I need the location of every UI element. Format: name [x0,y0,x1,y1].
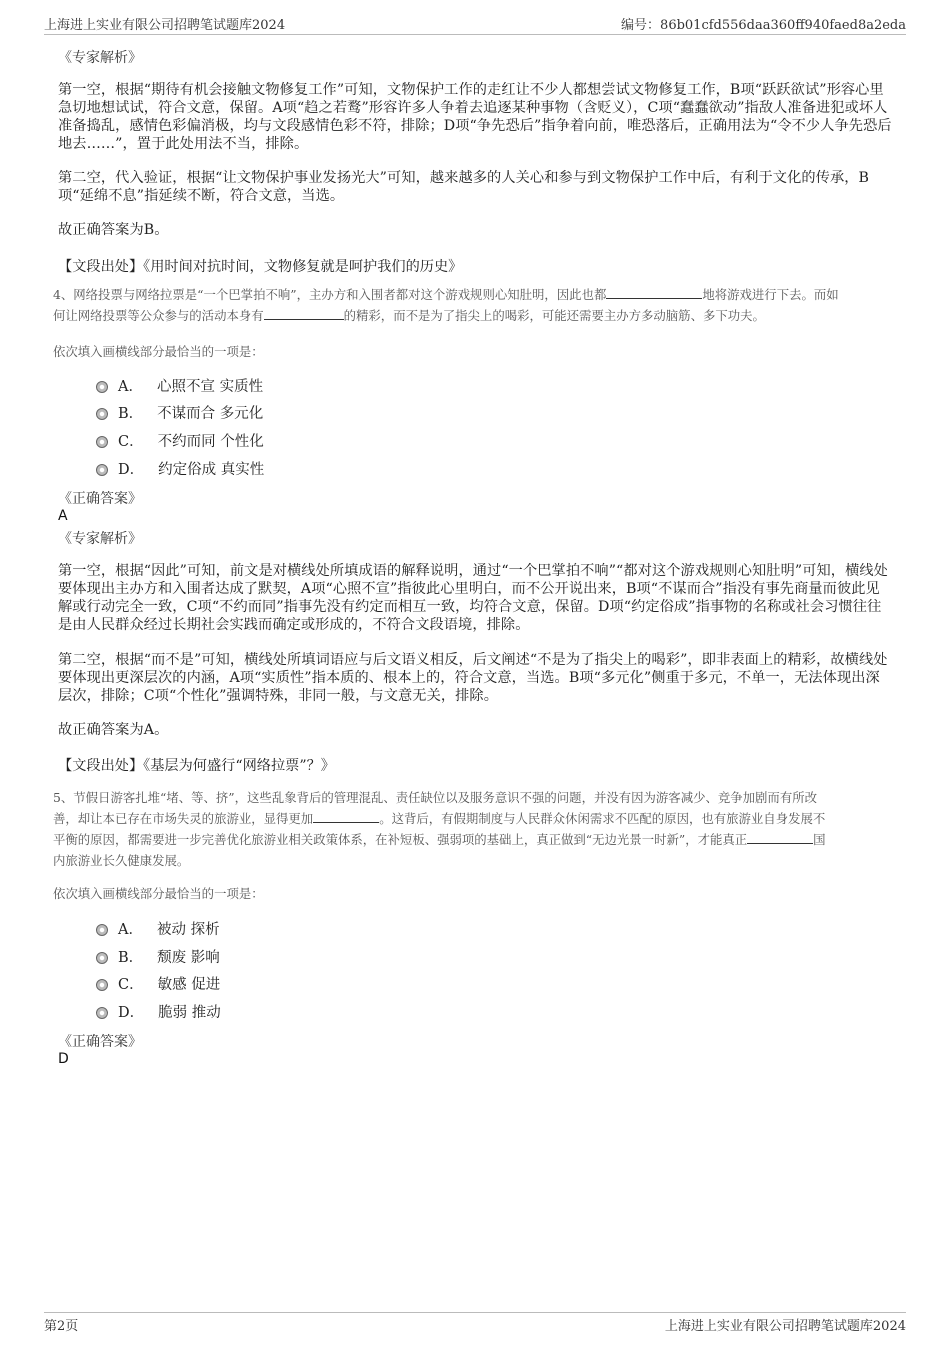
radio-icon[interactable] [96,1007,108,1019]
option-text: 约定俗成 真实性 [158,461,265,478]
option-text: 颓废 影响 [157,949,220,966]
radio-icon[interactable] [96,924,108,936]
option-b[interactable] [96,946,220,966]
question-text-part: 5、节假日游客扎堆“堵、等、挤”，这些乱象背后的管理混乱、责任缺位以及服务意识不强的问题，并没有因为游客减少、竞争加剧而有所改 [53,790,817,805]
radio-icon[interactable] [96,436,108,448]
option-b[interactable] [96,402,263,422]
source-citation: 【文段出处】《基层为何盛行“网络拉票”？》 [58,758,335,774]
option-text: 被动 探析 [156,921,220,938]
option-letter: C． [118,433,144,450]
option-a[interactable] [96,375,263,395]
analysis-conclusion: 故正确答案为A。 [58,722,169,738]
question-text-part: 地将游戏进行下去。而如 [702,287,839,302]
question-instruction: 依次填入画横线部分最恰当的一项是： [53,344,264,359]
answer-value: D [58,1051,69,1067]
analysis-label: 《专家解析》 [58,531,142,547]
option-a[interactable] [96,918,220,938]
option-c[interactable] [96,973,220,993]
question-text-part: 何让网络投票等公众参与的活动本身有 [53,308,264,323]
option-letter: B． [118,405,144,422]
question-text-part: 国 [813,832,826,847]
fill-blank [264,307,344,320]
analysis-label: 《专家解析》 [58,50,142,66]
page-footer [44,1312,906,1335]
question-text-part: 善，却让本已存在市场失灵的旅游业，显得更加 [53,811,314,826]
option-text: 敏感 促进 [157,976,221,993]
header-doc-id: 编号：86b01cfd556daa360ff940faed8a2eda [621,18,906,33]
option-letter: D． [118,1004,145,1021]
answer-value: A [58,508,68,524]
fill-blank [606,286,702,299]
page-header [44,14,906,35]
option-letter: D． [118,461,145,478]
question-text-part: 4、网络投票与网络拉票是“一个巴掌拍不响”，主办方和入围者都对这个游戏规则心知肚明，因此也都 [53,287,607,302]
question-text-part: 平衡的原因，都需要进一步完善优化旅游业相关政策体系，在补短板、强弱项的基础上，真正做到“无边光景一时新”，才能真正 [53,832,748,847]
radio-icon[interactable] [96,408,108,420]
question-instruction: 依次填入画横线部分最恰当的一项是： [53,886,264,901]
analysis-paragraph: 第二空，根据“而不是”可知，横线处所填词语应与后文语义相反，后文阐述“不是为了指尖上的喝彩”，即非表面上的精彩，故横线处要体现出更深层次的内涵，A项“实质性”指本质的、根本上的，符合文意，当选。B项“多元化”侧重于多元，不单一，无法体现出深层次，排除；C项“个性化”强调特殊，非同一般，与文意无关，排除。 [58,652,888,704]
option-text: 不谋而合 多元化 [157,405,264,422]
option-text: 心照不宣 实质性 [156,378,264,395]
option-d[interactable] [96,458,264,478]
option-c[interactable] [96,430,264,450]
fill-blank [747,831,813,844]
header-doc-title: 上海进上实业有限公司招聘笔试题库2024 [44,18,286,33]
question-text-part: 内旅游业长久健康发展。 [53,853,190,868]
analysis-paragraph: 第二空，代入验证，根据“让文物保护事业发扬光大”可知，越来越多的人关心和参与到文物保护工作中后，有利于文化的传承，B项“延绵不息”指延续不断，符合文意，当选。 [58,170,870,204]
option-letter: C． [118,976,144,993]
radio-icon[interactable] [96,381,108,393]
fill-blank [313,810,379,823]
option-d[interactable] [96,1001,221,1021]
source-citation: 【文段出处】《用时间对抗时间，文物修复就是呵护我们的历史》 [58,259,463,275]
option-text: 脆弱 推动 [158,1004,221,1021]
radio-icon[interactable] [96,464,108,476]
option-text: 不约而同 个性化 [157,433,264,450]
option-letter: A． [118,921,143,938]
option-letter: A． [118,378,143,395]
radio-icon[interactable] [96,979,108,991]
analysis-paragraph: 第一空，根据“因此”可知，前文是对横线处所填成语的解释说明，通过“一个巴掌拍不响”“都对这个游戏规则心知肚明”可知，横线处要体现出主办方和入围者达成了默契，A项“心照不宣”指彼此心里明白，而不公开说出来，B项“不谋而合”指没有事先商量而彼此见解或行动完全一致，C项“不约而同”指事先没有约定而相互一致，均符合文意，保留。D项“约定俗成”指事物的名称或社会习惯往往是由人民群众经过长期社会实践而确定或形成的，不符合文段语境，排除。 [58,563,888,633]
question-4-text [53,284,903,326]
analysis-paragraph: 第一空，根据“期待有机会接触文物修复工作”可知，文物保护工作的走红让不少人都想尝试文物修复工作，B项“跃跃欲试”形容心里急切地想试试，符合文意，保留。A项“趋之若鹜”形容许多人争着去追逐某种事物（含贬义），C项“蠢蠢欲动”指敌人准备进犯或坏人准备捣乱，感情色彩偏消极，均与文段感情色彩不符，排除；D项“争先恐后”指争着向前，唯恐落后，正确用法为“令不少人争先恐后地去……”，置于此处用法不当，排除。 [58,82,892,152]
question-text-part: 。这背后，有假期制度与人民群众休闲需求不匹配的原因，也有旅游业自身发展不 [379,811,826,826]
answer-label: 《正确答案》 [58,1034,142,1050]
radio-icon[interactable] [96,952,108,964]
question-text-part: 的精彩，而不是为了指尖上的喝彩，可能还需要主办方多动脑筋、多下功夫。 [343,308,765,323]
option-letter: B． [118,949,144,966]
page-number: 第2页 [44,1319,79,1334]
analysis-conclusion: 故正确答案为B。 [58,222,169,238]
footer-doc-title: 上海进上实业有限公司招聘笔试题库2024 [664,1319,906,1334]
answer-label: 《正确答案》 [58,491,142,507]
question-5-text [53,787,903,871]
